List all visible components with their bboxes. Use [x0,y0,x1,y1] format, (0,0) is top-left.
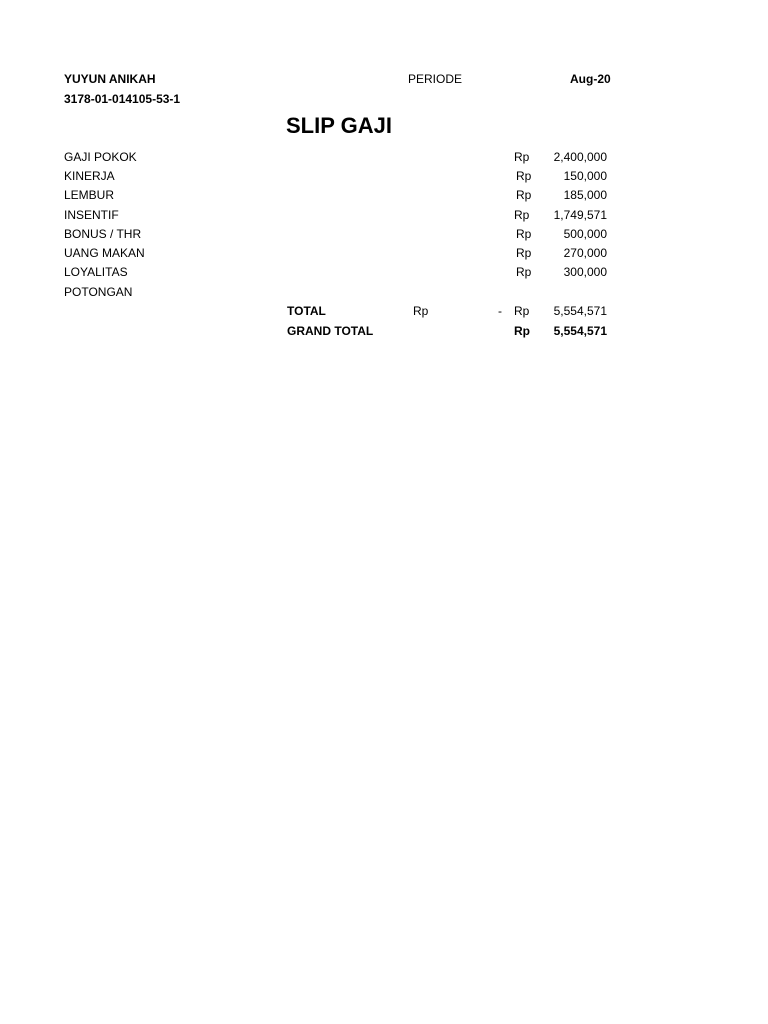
item-amount: 185,000 [563,188,607,202]
total-amount: 5,554,571 [553,304,607,318]
item-currency: Rp [516,169,532,183]
item-amount: 1,749,571 [553,208,607,222]
item-label: LOYALITAS [64,265,128,279]
grand-total-amount: 5,554,571 [553,324,607,338]
item-currency: Rp [514,150,530,164]
item-label: BONUS / THR [64,227,142,241]
item-currency: Rp [516,227,532,241]
slip-title: SLIP GAJI [286,113,392,138]
item-label: KINERJA [64,169,115,183]
period-label: PERIODE [408,72,463,86]
item-label: GAJI POKOK [64,150,137,164]
grand-total-label: GRAND TOTAL [287,324,374,338]
item-label: INSENTIF [64,208,119,222]
item-currency: Rp [516,188,532,202]
item-currency: Rp [514,208,530,222]
deduction-amount: - [498,304,502,318]
deduction-currency: Rp [413,304,429,318]
item-amount: 270,000 [563,246,607,260]
employee-name: YUYUN ANIKAH [64,72,156,86]
item-currency: Rp [516,246,532,260]
item-amount: 300,000 [563,265,607,279]
grand-total-currency: Rp [514,324,530,338]
total-label: TOTAL [287,304,326,318]
deduction-label: POTONGAN [64,285,133,299]
item-amount: 150,000 [563,169,607,183]
period-value: Aug-20 [570,72,611,86]
item-label: LEMBUR [64,188,115,202]
item-label: UANG MAKAN [64,246,145,260]
total-currency: Rp [514,304,530,318]
item-amount: 500,000 [563,227,607,241]
item-currency: Rp [516,265,532,279]
employee-id: 3178-01-014105-53-1 [64,92,181,106]
item-amount: 2,400,000 [553,150,607,164]
